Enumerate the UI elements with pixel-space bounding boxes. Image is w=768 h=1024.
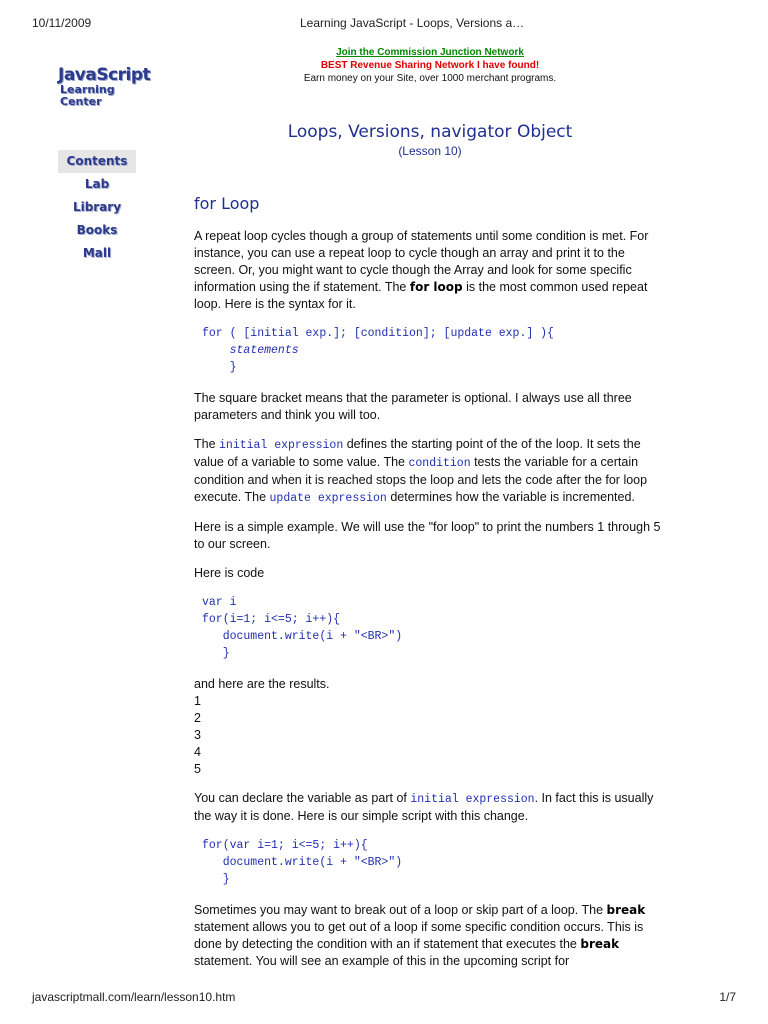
code-initial-expression-2: initial expression	[410, 793, 535, 806]
result-item: 3	[194, 728, 201, 742]
print-footer	[32, 990, 736, 1006]
logo-line-1: JavaScript	[58, 65, 151, 85]
section-heading: for Loop	[194, 194, 260, 213]
code-example-2: for(var i=1; i<=5; i++){ document.write(i + "<BR>") }	[202, 839, 403, 886]
text: defines the starting point of the of the loop. It sets the value of a variable to some value. The	[194, 437, 641, 469]
lesson-content	[194, 192, 664, 982]
lesson-subtitle: (Lesson 10)	[398, 144, 462, 158]
paragraph-results-intro: and here are the results.	[194, 677, 330, 691]
print-url: javascriptmall.com/learn/lesson10.htm	[32, 990, 236, 1004]
code-initial-expression: initial expression	[219, 439, 344, 452]
text: Sometimes you may want to break out of a loop or skip part of a loop. The	[194, 903, 607, 917]
syntax-line-1: for ( [initial exp.]; [condition]; [update exp.] ){	[202, 327, 554, 340]
results-list	[194, 693, 664, 778]
code-example-1: var i for(i=1; i<=5; i++){ document.write(i + "<BR>") }	[202, 596, 403, 660]
lesson-title: Loops, Versions, navigator Object	[287, 122, 573, 142]
text: The	[194, 437, 220, 451]
ad-link-best-revenue[interactable]: BEST Revenue Sharing Network I have found!	[320, 60, 540, 71]
paragraph-expressions	[194, 436, 664, 507]
text: tests the variable for a certain condition and when it is reached stops the loop and lets the code after the for loop execute. The	[194, 455, 648, 504]
print-header	[32, 16, 736, 32]
text: statement allows you to get out of a loop if some specific condition occurs. This is done by detecting the condition with an if statement that executes the	[194, 920, 644, 951]
syntax-line-3: }	[229, 361, 237, 374]
ad-link-commission-junction[interactable]: Join the Commission Junction Network	[336, 47, 524, 58]
nav-item-contents[interactable]: Contents	[58, 150, 136, 173]
print-page-title: Learning JavaScript - Loops, Versions a…	[300, 16, 525, 30]
paragraph-declare-variable	[194, 790, 664, 825]
paragraph-here-is-code: Here is code	[194, 566, 265, 580]
paragraph-break	[194, 902, 664, 970]
site-logo[interactable]	[58, 66, 158, 108]
syntax-line-2: statements	[229, 344, 299, 357]
keyword-break: break	[606, 903, 646, 917]
side-nav	[58, 150, 136, 265]
text: is the most common used repeat loop. Here is the syntax for it.	[194, 280, 648, 311]
text: . In fact this is usually the way it is done. Here is our simple script with this change.	[194, 791, 654, 823]
result-item: 2	[194, 711, 201, 725]
nav-item-mall[interactable]: Mall	[82, 246, 112, 260]
paragraph-intro	[194, 228, 664, 313]
logo-line-2: Learning Center	[60, 83, 115, 108]
keyword-break-2: break	[580, 937, 620, 951]
ad-text: Earn money on your Site, over 1000 merchant programs.	[303, 73, 557, 84]
nav-item-lab[interactable]: Lab	[84, 177, 110, 191]
text: determines how the variable is incremented.	[386, 490, 635, 504]
nav-item-library[interactable]: Library	[72, 200, 122, 214]
text: You can declare the variable as part of	[194, 791, 411, 805]
lesson-header	[240, 120, 620, 158]
ad-banner	[260, 46, 600, 85]
code-condition: condition	[408, 457, 471, 470]
print-page-number: 1/7	[719, 990, 736, 1004]
print-date: 10/11/2009	[32, 16, 92, 30]
text: A repeat loop cycles though a group of statements until some condition is met. For instance, you can use a repeat loop to cycle though an array and print it to the screen. Or, you might want to cycle though the Array and look for some specific information using the if statement. The	[194, 229, 649, 294]
paragraph-example: Here is a simple example. We will use the "for loop" to print the numbers 1 through 5 to our screen.	[194, 520, 661, 551]
paragraph-brackets: The square bracket means that the parameter is optional. I always use all three parameters and think you will too.	[194, 391, 632, 422]
keyword-for-loop: for loop	[409, 280, 463, 294]
syntax-code-block	[202, 325, 664, 376]
code-update-expression: update expression	[269, 492, 387, 505]
result-item: 5	[194, 762, 201, 776]
text: statement. You will see an example of this in the upcoming script for	[194, 954, 570, 968]
result-item: 1	[194, 694, 201, 708]
result-item: 4	[194, 745, 201, 759]
nav-item-books[interactable]: Books	[76, 223, 118, 237]
